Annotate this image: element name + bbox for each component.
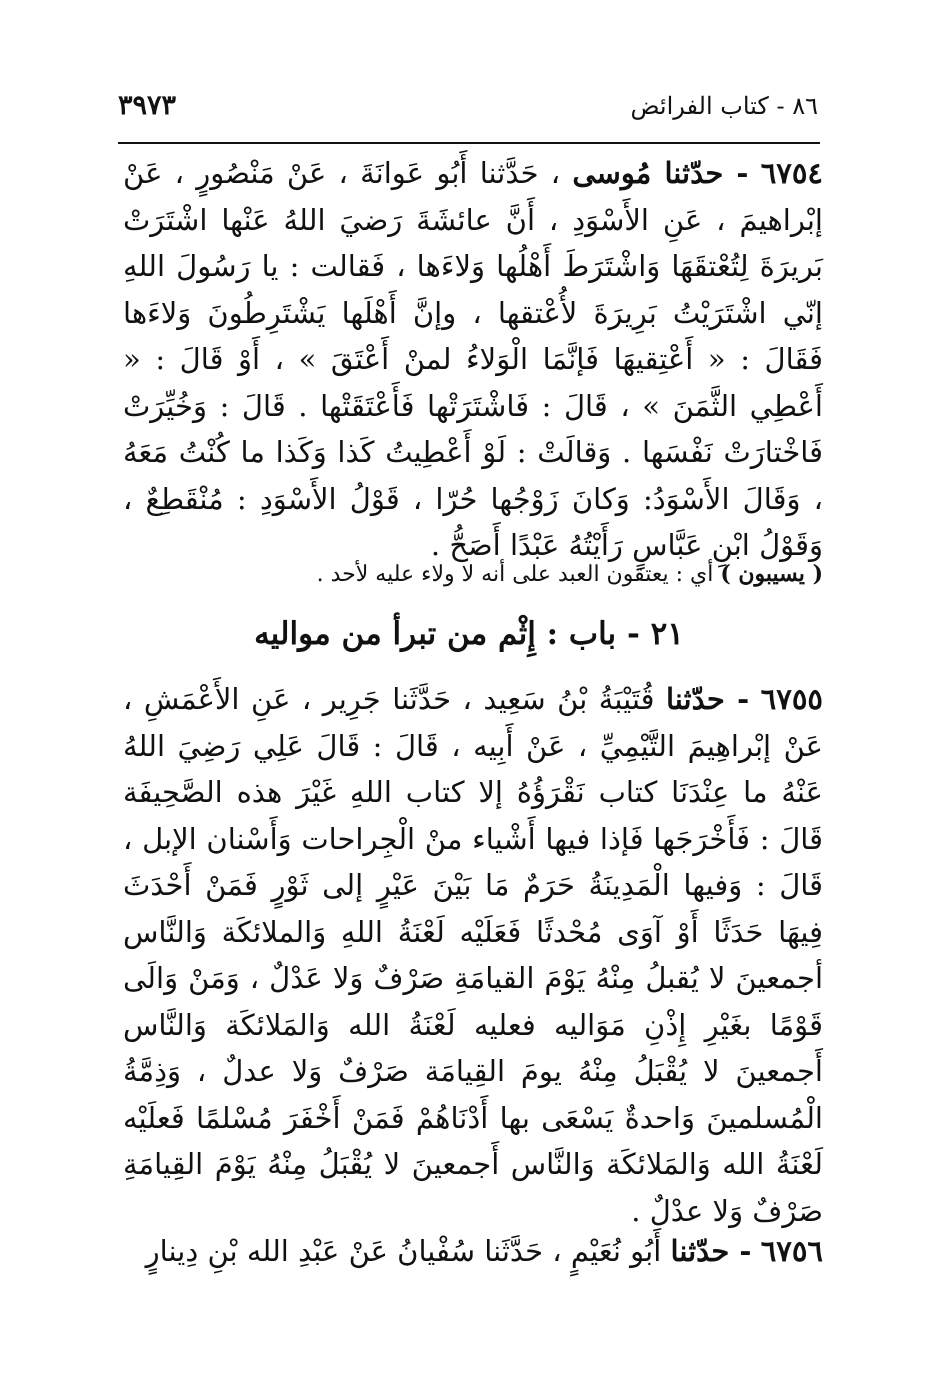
hadith-text: أَبُو نُعَيْمٍ ، حَدَّثَنا سُفْيانُ عَنْ عَبْدِ الله بْنِ دِينارٍ: [145, 1234, 662, 1268]
hadith-6756: [123, 1228, 823, 1275]
footnote: [123, 556, 823, 593]
hadith-number: ٦٧٥٤: [760, 156, 823, 190]
hadith-6754: [123, 150, 823, 569]
footnote-keyword: ( يسيبون ): [720, 561, 823, 587]
hadith-text: قُتَيْبَةُ بْنُ سَعِيد ، حَدَّثَنا جَرِير ، عَنِ الأَعْمَشِ ، عَنْ إبْراهِيمَ التَّيْمِيِّ ، عَنْ أَبِيه ، قَالَ : قَالَ عَلِي رَضِيَ اللهُ عَنْهُ ما عِنْدَنَا كتاب نَقْرَؤُهُ إلا كتاب اللهِ غَيْرَ هذه الصَّحِيفَة قَالَ : فَأَخْرَجَها فَإذا فيها أَشْياء منْ الْجِراحات وَأَسْنان الإبل ، قَالَ : وَفيها الْمَدِينَةُ حَرَمٌ مَا بَيْنَ عَيْرٍ إلى ثَوْرٍ فَمَنْ أَحْدَثَ فِيهَا حَدَثًا أَوْ آوَى مُحْدثًا فَعَلَيْه لَعْنَةُ اللهِ وَالملائكَة وَالنَّاس أجمعينَ لا يُقبلُ مِنْهُ يَوْمَ القيامَةِ صَرْفٌ وَلا عَدْلٌ ، وَمَنْ وَالَى قَوْمًا بغَيْرِ إِذْنِ مَوَاليه فعليه لَعْنَةُ الله وَالمَلائكَة وَالنَّاس أَجمعينَ لا يُقْبَلُ مِنْهُ يومَ القِيامَة صَرْفٌ وَلا عدلٌ ، وَذِمَّةُ الْمُسلمينَ وَاحدةٌ يَسْعَى بها أَدْنَاهُمْ فَمَنْ أَخْفَرَ مُسْلمًا فَعلَيْه لَعْنَةُ الله وَالمَلائكَة وَالنَّاس أَجمعينَ لا يُقْبَلُ مِنْهُ يَوْمَ القِيامَةِ صَرْفٌ وَلا عدْلٌ .: [123, 682, 823, 1228]
hadith-number: ٦٧٥٦: [760, 1234, 823, 1268]
page-number: ٣٩٧٣: [118, 90, 177, 121]
hadith-opening: - حدّثنا مُوسى: [572, 156, 749, 190]
page-header: [118, 92, 818, 132]
hadith-text: ، حَدَّثنا أَبُو عَوانَةَ ، عَنْ مَنْصُورٍ ، عَنْ إبْراهيمَ ، عَنِ الأَسْوَدِ ، أَنَّ عائشَةَ رَضيَ اللهُ عَنْها اشْتَرَتْ بَريرَةَ لِتُعْتقَهَا وَاشْتَرَطَ أَهْلُها وَلاءَها ، فَقالت : يا رَسُولَ اللهِ إنّي اشْتَرَيْتُ بَرِيرَةَ لأُعْتقها ، وإنَّ أَهْلَها يَشْتَرِطُونَ وَلاءَها فَقَالَ : « أَعْتِقيهَا فَإنَّمَا الْوَلاءُ لمنْ أَعْتَقَ » ، أَوْ قَالَ : « أَعْطِي الثَّمَنَ » ، قَالَ : فَاشْتَرَتْها فَأَعْتَقَتْها . قَالَ : وَخُيِّرَتْ فَاخْتارَتْ نَفْسَها . وَقالَتْ : لَوْ أَعْطِيتُ كَذا وَكَذا ما كُنْتُ مَعَهُ ، وَقَالَ الأَسْوَدُ: وَكانَ زَوْجُها حُرّا ، قَوْلُ الأَسْوَدِ : مُنْقَطِعٌ ، وَقَوْلُ ابْنِ عَبَّاسٍ رَأَيْتُهُ عَبْدًا أَصَحُّ .: [123, 156, 823, 562]
chapter-heading: ٢١ - باب : إِثْم من تبرأ من مواليه: [254, 616, 684, 652]
hadith-opening: - حدّثنا: [670, 1234, 752, 1268]
hadith-6755: [123, 676, 823, 1234]
hadith-number: ٦٧٥٥: [760, 682, 823, 716]
hadith-opening: - حدّثنا: [665, 682, 750, 716]
running-chapter-title: ٨٦ - كتاب الفرائض: [630, 92, 818, 120]
header-rule: [118, 142, 820, 144]
footnote-text: أي : يعتقون العبد على أنه لا ولاء عليه لأحد .: [316, 562, 714, 587]
